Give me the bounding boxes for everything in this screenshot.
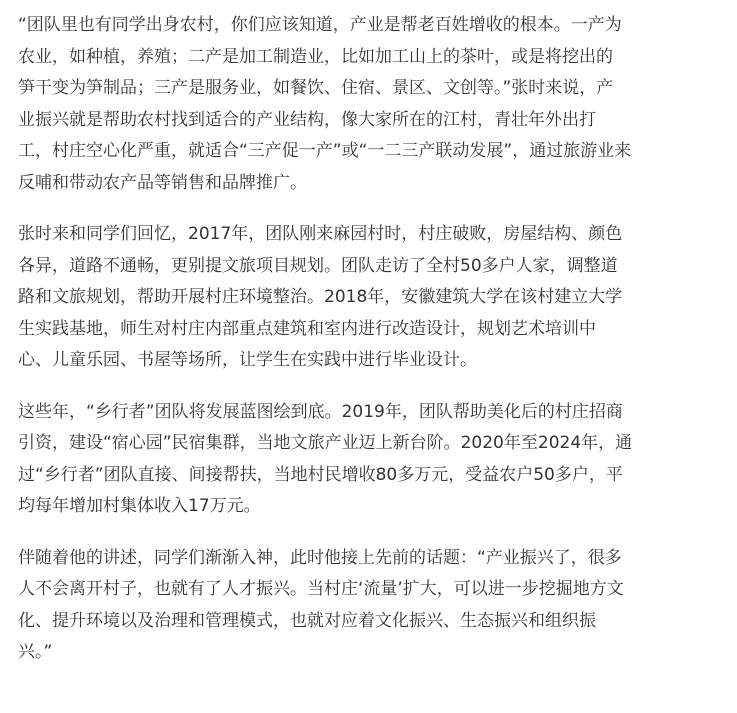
text-line: 这些年，“乡行者”团队将发展蓝图绘到底。2019年，团队帮助美化后的村庄招商: [18, 401, 623, 422]
text-line: 农业，如种植，养殖；二产是加工制造业，比如加工山上的茶叶，或是将挖出的: [18, 46, 613, 67]
paragraph-3: [18, 397, 719, 523]
text-line: 伴随着他的讲述，同学们渐渐入神，此时他接上先前的话题：“产业振兴了，很多: [18, 547, 622, 568]
text-line: 过“乡行者”团队直接、间接帮扶，当地村民增收80多万元，受益农户50多户，平: [18, 464, 623, 485]
paragraph-4: [18, 543, 719, 669]
text-line: 均每年增加村集体收入17万元。: [18, 496, 261, 516]
paragraph-2: [18, 219, 719, 377]
text-line: 人不会离开村子，也就有了人才振兴。当村庄‘流量’扩大，可以进一步挖掘地方文: [18, 579, 624, 599]
text-line: 生实践基地，师生对村庄内部重点建筑和室内进行改造设计，规划艺术培训中: [18, 318, 596, 339]
text-line: 笋干变为笋制品；三产是服务业，如餐饮、住宿、景区、文创等。”张时来说，产: [18, 78, 614, 98]
text-line: 引资，建设“宿心园”民宿集群，当地文旅产业迈上新台阶。2020年至2024年，通: [18, 433, 633, 453]
text-line: 化、提升环境以及治理和管理模式，也就对应着文化振兴、生态振兴和组织振: [18, 610, 596, 631]
text-line: “团队里也有同学出身农村，你们应该知道，产业是帮老百姓增收的根本。一产为: [18, 15, 622, 35]
text-line: 张时来和同学们回忆，2017年，团队刚来麻园村时，村庄破败，房屋结构、颜色: [18, 224, 623, 244]
text-line: 各异，道路不通畅，更别提文旅项目规划。团队走访了全村50多户人家，调整道: [18, 255, 618, 276]
text-line: 工，村庄空心化严重，就适合“三产促一产”或“一二三产联动发展”，通过旅游业来: [18, 141, 632, 161]
text-line: 反哺和带动农产品等销售和品牌推广。: [18, 172, 307, 193]
text-line: 兴。”: [18, 642, 53, 662]
paragraph-1: [18, 10, 719, 199]
text-line: 业振兴就是帮助农村找到适合的产业结构，像大家所在的江村，青壮年外出打: [18, 109, 596, 130]
text-line: 路和文旅规划，帮助开展村庄环境整治。2018年，安徽建筑大学在该村建立大学: [18, 287, 623, 307]
text-line: 心、儿童乐园、书屋等场所，让学生在实践中进行毕业设计。: [18, 350, 477, 370]
